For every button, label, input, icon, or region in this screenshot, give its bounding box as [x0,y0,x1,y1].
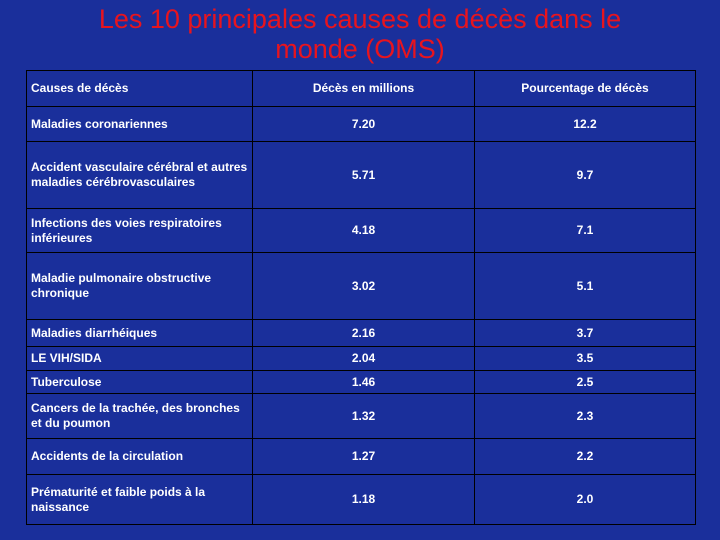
table-row [27,107,696,142]
table-row [27,253,696,320]
cell-deaths: 2.16 [253,320,475,347]
cell-cause: Prématurité et faible poids à la naissance [27,475,253,525]
title-line-2: monde (OMS) [275,34,445,64]
cell-cause: Cancers de la trachée, des bronches et du poumon [27,394,253,439]
table-row [27,475,696,525]
header-cause: Causes de décès [27,71,253,107]
cell-cause: Maladies diarrhéiques [27,320,253,347]
cell-percent: 2.2 [475,439,696,475]
cell-percent: 2.3 [475,394,696,439]
table-row [27,142,696,209]
causes-of-death-table [26,70,696,525]
cell-percent: 2.5 [475,371,696,394]
cell-percent: 12.2 [475,107,696,142]
table-row [27,394,696,439]
cell-cause: Tuberculose [27,371,253,394]
table-row [27,209,696,253]
cell-deaths: 5.71 [253,142,475,209]
cell-cause: LE VIH/SIDA [27,347,253,371]
cell-percent: 9.7 [475,142,696,209]
cell-cause: Maladie pulmonaire obstructive chronique [27,253,253,320]
cell-percent: 7.1 [475,209,696,253]
cell-deaths: 1.18 [253,475,475,525]
table-header-row [27,71,696,107]
cell-percent: 2.0 [475,475,696,525]
cell-cause: Accidents de la circulation [27,439,253,475]
cell-deaths: 7.20 [253,107,475,142]
table-row [27,320,696,347]
cell-cause: Accident vasculaire cérébral et autres maladies cérébrovasculaires [27,142,253,209]
cell-deaths: 1.32 [253,394,475,439]
cell-deaths: 4.18 [253,209,475,253]
cell-deaths: 1.46 [253,371,475,394]
cell-deaths: 1.27 [253,439,475,475]
header-deaths: Décès en millions [253,71,475,107]
cell-cause: Infections des voies respiratoires inférieures [27,209,253,253]
cell-deaths: 3.02 [253,253,475,320]
table-row [27,371,696,394]
slide-title [40,4,680,64]
title-line-1: Les 10 principales causes de décès dans le [98,4,622,34]
table-row [27,347,696,371]
table-row [27,439,696,475]
cell-percent: 3.7 [475,320,696,347]
cell-percent: 3.5 [475,347,696,371]
cell-deaths: 2.04 [253,347,475,371]
cell-cause: Maladies coronariennes [27,107,253,142]
header-percent: Pourcentage de décès [475,71,696,107]
cell-percent: 5.1 [475,253,696,320]
